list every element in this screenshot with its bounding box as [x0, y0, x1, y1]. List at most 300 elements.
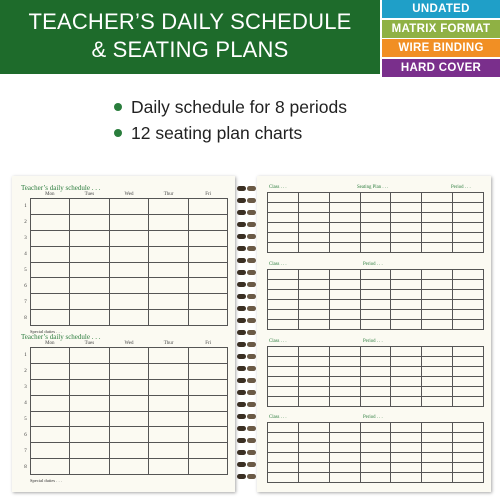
- grid-cell: [391, 433, 422, 443]
- grid-cell: [31, 380, 70, 396]
- grid-cell: [149, 396, 188, 412]
- seating-plan-label: Seating Plan . . .: [357, 185, 389, 190]
- grid-cell: [391, 203, 422, 213]
- grid-cell: [189, 215, 228, 231]
- grid-cell: [361, 213, 392, 223]
- period-number: 3: [24, 235, 27, 241]
- grid-cell: [299, 203, 330, 213]
- grid-cell: [268, 443, 299, 453]
- binding-ring: [236, 330, 258, 335]
- grid-cell: [361, 453, 392, 463]
- grid-cell: [70, 199, 109, 215]
- title-banner: [0, 0, 380, 74]
- grid-cell: [391, 423, 422, 433]
- grid-cell: [361, 243, 392, 253]
- grid-cell: [391, 223, 422, 233]
- grid-cell: [361, 423, 392, 433]
- seating-plan-header: [267, 184, 484, 192]
- grid-cell: [189, 231, 228, 247]
- grid-cell: [110, 412, 149, 428]
- grid-cell: [422, 357, 453, 367]
- binding-ring: [236, 438, 258, 443]
- grid-cell: [149, 231, 188, 247]
- special-duties-label: Special duties . . .: [30, 329, 62, 334]
- grid-cell: [70, 231, 109, 247]
- tag-undated: UNDATED: [382, 0, 500, 18]
- grid-cell: [330, 203, 361, 213]
- schedule-grid-wrap: [21, 347, 228, 475]
- grid-cell: [110, 427, 149, 443]
- grid-cell: [268, 367, 299, 377]
- grid-cell: [330, 233, 361, 243]
- grid-cell: [453, 193, 484, 203]
- grid-cell: [299, 270, 330, 280]
- class-label: Class . . .: [269, 185, 287, 190]
- grid-cell: [299, 320, 330, 330]
- grid-cell: [453, 367, 484, 377]
- grid-cell: [422, 290, 453, 300]
- grid-cell: [453, 203, 484, 213]
- grid-cell: [330, 377, 361, 387]
- period-number: 2: [24, 219, 27, 225]
- grid-cell: [330, 193, 361, 203]
- grid-cell: [110, 396, 149, 412]
- feature-text: Daily schedule for 8 periods: [131, 96, 347, 117]
- period-number: 8: [24, 315, 27, 321]
- grid-cell: [70, 412, 109, 428]
- binding-ring: [236, 414, 258, 419]
- grid-cell: [453, 347, 484, 357]
- day-label: Wed: [124, 341, 134, 346]
- grid-cell: [361, 433, 392, 443]
- seating-plan: [267, 184, 484, 253]
- grid-cell: [453, 290, 484, 300]
- grid-cell: [453, 233, 484, 243]
- schedule-grid: [30, 347, 228, 475]
- grid-cell: [453, 223, 484, 233]
- grid-cell: [189, 348, 228, 364]
- period-numbers: [21, 198, 30, 326]
- grid-cell: [299, 300, 330, 310]
- grid-cell: [422, 233, 453, 243]
- grid-cell: [299, 223, 330, 233]
- grid-cell: [422, 193, 453, 203]
- grid-cell: [149, 247, 188, 263]
- grid-cell: [391, 310, 422, 320]
- grid-cell: [268, 203, 299, 213]
- grid-cell: [361, 193, 392, 203]
- grid-cell: [391, 463, 422, 473]
- grid-cell: [361, 203, 392, 213]
- grid-cell: [268, 347, 299, 357]
- grid-cell: [330, 243, 361, 253]
- binding-ring: [236, 258, 258, 263]
- grid-cell: [453, 397, 484, 407]
- grid-cell: [268, 310, 299, 320]
- feature-item: [114, 94, 347, 120]
- period-number: 7: [24, 448, 27, 454]
- binding-ring: [236, 198, 258, 203]
- grid-cell: [110, 231, 149, 247]
- grid-cell: [330, 310, 361, 320]
- grid-cell: [299, 397, 330, 407]
- special-duties-label: Special duties . . .: [30, 478, 62, 483]
- grid-cell: [149, 294, 188, 310]
- grid-cell: [70, 364, 109, 380]
- grid-cell: [453, 320, 484, 330]
- grid-cell: [31, 215, 70, 231]
- grid-cell: [299, 290, 330, 300]
- grid-cell: [422, 223, 453, 233]
- period-number: 6: [24, 432, 27, 438]
- grid-cell: [31, 364, 70, 380]
- grid-cell: [422, 280, 453, 290]
- grid-cell: [391, 443, 422, 453]
- grid-cell: [361, 357, 392, 367]
- grid-cell: [110, 294, 149, 310]
- grid-cell: [31, 278, 70, 294]
- grid-cell: [422, 203, 453, 213]
- class-label: Class . . .: [269, 262, 287, 267]
- grid-cell: [70, 396, 109, 412]
- grid-cell: [330, 463, 361, 473]
- binding-ring: [236, 474, 258, 479]
- grid-cell: [361, 387, 392, 397]
- grid-cell: [31, 443, 70, 459]
- grid-cell: [422, 453, 453, 463]
- grid-cell: [361, 233, 392, 243]
- grid-cell: [299, 280, 330, 290]
- grid-cell: [422, 347, 453, 357]
- grid-cell: [110, 263, 149, 279]
- grid-cell: [189, 263, 228, 279]
- grid-cell: [330, 270, 361, 280]
- grid-cell: [189, 412, 228, 428]
- grid-cell: [391, 320, 422, 330]
- binding-ring: [236, 306, 258, 311]
- period-number: 5: [24, 267, 27, 273]
- grid-cell: [189, 278, 228, 294]
- grid-cell: [330, 223, 361, 233]
- binding-ring: [236, 186, 258, 191]
- grid-cell: [330, 280, 361, 290]
- period-numbers: [21, 347, 30, 475]
- grid-cell: [189, 364, 228, 380]
- binding-ring: [236, 222, 258, 227]
- grid-cell: [361, 300, 392, 310]
- grid-cell: [422, 473, 453, 483]
- grid-cell: [31, 459, 70, 475]
- grid-cell: [70, 443, 109, 459]
- binding-ring: [236, 294, 258, 299]
- grid-cell: [391, 300, 422, 310]
- schedule-page: [12, 176, 235, 492]
- grid-cell: [453, 357, 484, 367]
- period-label: Period . . .: [363, 262, 383, 267]
- grid-cell: [268, 357, 299, 367]
- class-label: Class . . .: [269, 415, 287, 420]
- period-number: 1: [24, 203, 27, 209]
- grid-cell: [453, 280, 484, 290]
- day-label: Mon: [45, 192, 55, 197]
- day-label: Mon: [45, 341, 55, 346]
- grid-cell: [268, 377, 299, 387]
- grid-cell: [330, 320, 361, 330]
- grid-cell: [268, 270, 299, 280]
- grid-cell: [149, 278, 188, 294]
- grid-cell: [149, 364, 188, 380]
- grid-cell: [189, 459, 228, 475]
- grid-cell: [70, 247, 109, 263]
- grid-cell: [70, 427, 109, 443]
- grid-cell: [110, 459, 149, 475]
- grid-cell: [268, 423, 299, 433]
- binding-ring: [236, 282, 258, 287]
- grid-cell: [189, 443, 228, 459]
- grid-cell: [361, 310, 392, 320]
- grid-cell: [422, 367, 453, 377]
- seating-grid: [267, 269, 484, 330]
- grid-cell: [149, 459, 188, 475]
- grid-cell: [189, 310, 228, 326]
- grid-cell: [422, 443, 453, 453]
- grid-cell: [391, 367, 422, 377]
- grid-cell: [453, 300, 484, 310]
- grid-cell: [149, 348, 188, 364]
- binding-ring: [236, 234, 258, 239]
- day-label: Fri: [205, 192, 212, 197]
- day-label: Thur: [163, 192, 174, 197]
- grid-cell: [268, 320, 299, 330]
- daily-schedule: [21, 333, 228, 483]
- schedule-grid-wrap: [21, 198, 228, 326]
- grid-cell: [149, 199, 188, 215]
- schedule-title: Teacher’s daily schedule . . .: [21, 184, 101, 192]
- grid-cell: [268, 433, 299, 443]
- binding-ring: [236, 270, 258, 275]
- day-label: Tues: [84, 192, 95, 197]
- grid-cell: [453, 310, 484, 320]
- grid-cell: [453, 387, 484, 397]
- grid-cell: [361, 397, 392, 407]
- grid-cell: [268, 453, 299, 463]
- grid-cell: [391, 347, 422, 357]
- feature-text: 12 seating plan charts: [131, 122, 303, 143]
- period-number: 1: [24, 352, 27, 358]
- grid-cell: [391, 453, 422, 463]
- grid-cell: [361, 463, 392, 473]
- grid-cell: [149, 443, 188, 459]
- grid-cell: [361, 223, 392, 233]
- seating-page: [257, 176, 491, 492]
- grid-cell: [391, 233, 422, 243]
- feature-list: [114, 94, 347, 146]
- grid-cell: [422, 213, 453, 223]
- grid-cell: [299, 310, 330, 320]
- binding-ring: [236, 450, 258, 455]
- grid-cell: [299, 443, 330, 453]
- grid-cell: [330, 357, 361, 367]
- bullet-icon: [114, 103, 122, 111]
- grid-cell: [422, 387, 453, 397]
- grid-cell: [110, 310, 149, 326]
- seating-plan: [267, 414, 484, 483]
- grid-cell: [31, 396, 70, 412]
- grid-cell: [330, 423, 361, 433]
- grid-cell: [453, 433, 484, 443]
- grid-cell: [189, 199, 228, 215]
- grid-cell: [149, 412, 188, 428]
- grid-cell: [422, 243, 453, 253]
- binding-ring: [236, 342, 258, 347]
- grid-cell: [391, 473, 422, 483]
- grid-cell: [299, 243, 330, 253]
- grid-cell: [299, 347, 330, 357]
- period-label: Period . . .: [363, 415, 383, 420]
- period-number: 8: [24, 464, 27, 470]
- day-label: Wed: [124, 192, 134, 197]
- seating-plan: [267, 261, 484, 330]
- grid-cell: [149, 215, 188, 231]
- period-number: 3: [24, 384, 27, 390]
- grid-cell: [391, 290, 422, 300]
- grid-cell: [453, 463, 484, 473]
- binding-ring: [236, 378, 258, 383]
- grid-cell: [149, 263, 188, 279]
- grid-cell: [330, 433, 361, 443]
- grid-cell: [422, 433, 453, 443]
- grid-cell: [299, 463, 330, 473]
- grid-cell: [299, 213, 330, 223]
- grid-cell: [299, 233, 330, 243]
- grid-cell: [361, 290, 392, 300]
- grid-cell: [299, 387, 330, 397]
- grid-cell: [361, 367, 392, 377]
- grid-cell: [110, 348, 149, 364]
- grid-cell: [422, 463, 453, 473]
- schedule-title: Teacher’s daily schedule . . .: [21, 333, 101, 341]
- grid-cell: [110, 364, 149, 380]
- grid-cell: [110, 247, 149, 263]
- grid-cell: [330, 443, 361, 453]
- grid-cell: [110, 199, 149, 215]
- grid-cell: [189, 396, 228, 412]
- grid-cell: [299, 193, 330, 203]
- grid-cell: [149, 427, 188, 443]
- period-number: 4: [24, 251, 27, 257]
- grid-cell: [189, 380, 228, 396]
- grid-cell: [149, 380, 188, 396]
- binding-ring: [236, 246, 258, 251]
- grid-cell: [422, 310, 453, 320]
- grid-cell: [453, 377, 484, 387]
- grid-cell: [391, 397, 422, 407]
- planner-image: [12, 176, 496, 494]
- grid-cell: [299, 367, 330, 377]
- period-number: 6: [24, 283, 27, 289]
- binding-ring: [236, 210, 258, 215]
- grid-cell: [149, 310, 188, 326]
- grid-cell: [268, 463, 299, 473]
- day-label: Fri: [205, 341, 212, 346]
- banner-title-line-1: TEACHER’S DAILY SCHEDULE: [28, 9, 352, 34]
- grid-cell: [453, 270, 484, 280]
- grid-cell: [31, 199, 70, 215]
- grid-cell: [422, 377, 453, 387]
- tag-wire-binding: WIRE BINDING: [382, 39, 500, 57]
- grid-cell: [70, 310, 109, 326]
- grid-cell: [70, 278, 109, 294]
- binding-ring: [236, 402, 258, 407]
- banner-title-line-2: & SEATING PLANS: [91, 37, 289, 62]
- grid-cell: [391, 213, 422, 223]
- day-label: Tues: [84, 341, 95, 346]
- grid-cell: [391, 357, 422, 367]
- grid-cell: [70, 215, 109, 231]
- seating-plan: [267, 338, 484, 407]
- grid-cell: [31, 247, 70, 263]
- grid-cell: [361, 270, 392, 280]
- grid-cell: [268, 213, 299, 223]
- period-number: 5: [24, 416, 27, 422]
- grid-cell: [268, 193, 299, 203]
- grid-cell: [110, 215, 149, 231]
- grid-cell: [110, 443, 149, 459]
- grid-cell: [453, 453, 484, 463]
- grid-cell: [70, 348, 109, 364]
- grid-cell: [299, 377, 330, 387]
- grid-cell: [361, 280, 392, 290]
- tag-matrix-format: MATRIX FORMAT: [382, 20, 500, 38]
- grid-cell: [31, 294, 70, 310]
- seating-grid: [267, 422, 484, 483]
- binding-ring: [236, 318, 258, 323]
- grid-cell: [361, 320, 392, 330]
- daily-schedule: [21, 184, 228, 334]
- grid-cell: [422, 270, 453, 280]
- class-label: Class . . .: [269, 339, 287, 344]
- grid-cell: [268, 233, 299, 243]
- seating-grid: [267, 346, 484, 407]
- grid-cell: [453, 423, 484, 433]
- binding-ring: [236, 354, 258, 359]
- grid-cell: [453, 243, 484, 253]
- grid-cell: [110, 380, 149, 396]
- grid-cell: [31, 263, 70, 279]
- period-number: 2: [24, 368, 27, 374]
- binding-ring: [236, 426, 258, 431]
- grid-cell: [70, 294, 109, 310]
- grid-cell: [453, 443, 484, 453]
- grid-cell: [31, 231, 70, 247]
- grid-cell: [299, 433, 330, 443]
- grid-cell: [70, 380, 109, 396]
- seating-plan-header: [267, 338, 484, 346]
- grid-cell: [391, 280, 422, 290]
- period-number: 4: [24, 400, 27, 406]
- grid-cell: [31, 348, 70, 364]
- bullet-icon: [114, 129, 122, 137]
- grid-cell: [330, 347, 361, 357]
- grid-cell: [330, 397, 361, 407]
- period-label: Period . . .: [451, 185, 471, 190]
- grid-cell: [189, 427, 228, 443]
- grid-cell: [268, 473, 299, 483]
- binding-ring: [236, 462, 258, 467]
- grid-cell: [268, 243, 299, 253]
- day-label: Thur: [163, 341, 174, 346]
- grid-cell: [391, 270, 422, 280]
